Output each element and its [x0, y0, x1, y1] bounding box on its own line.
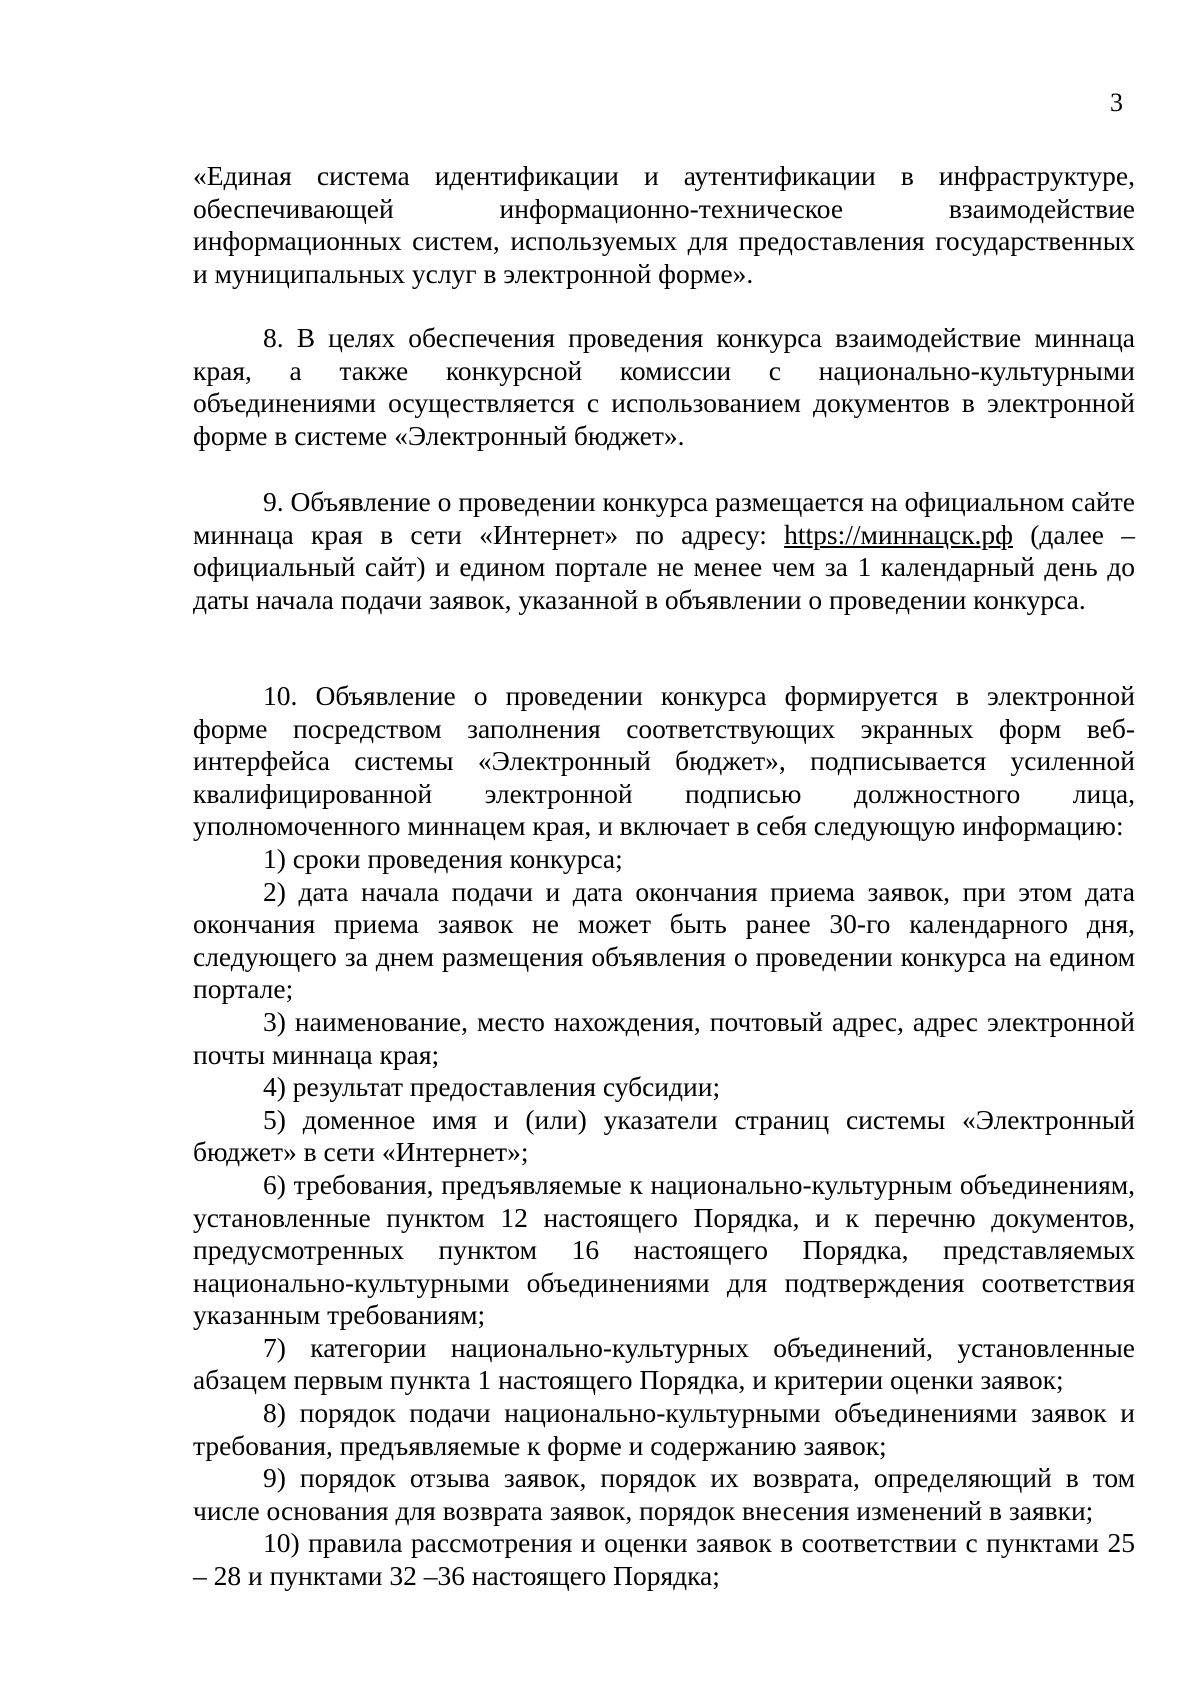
paragraph-8-block [193, 322, 1135, 452]
list-item: 9) порядок отзыва заявок, порядок их возврата, определяющий в том числе основания для возврата заявок, порядок внесения изменений в заявки; [193, 1462, 1135, 1526]
intro-paragraph-block [193, 160, 1135, 290]
list-item: 6) требования, предъявляемые к национально-культурным объединениям, установленные пунктом 12 настоящего Порядка, и к перечню документов, предусмотренных пунктом 16 настоящего Порядка, представляемых национально-культурными объединениями для подтверждения соответствия указанным требованиям; [193, 1168, 1135, 1331]
list-item: 5) доменное имя и (или) указатели страниц системы «Электронный бюджет» в сети «Интернет»; [193, 1103, 1135, 1168]
official-site-link[interactable]: https://миннацск.рф [784, 518, 1013, 550]
paragraph-9-text-before: 9. Объявление о проведении конкурса размещается на официальном сайте миннаца края в сети «Интернет» по адресу: [193, 486, 1135, 550]
list-item: 2) дата начала подачи и дата окончания приема заявок, при этом дата окончания приема заявок не может быть ранее 30-го календарного дня, следующего за днем размещения объявления о проведении конкурса на едином портале; [193, 875, 1135, 1005]
page-number: 3 [1110, 88, 1123, 117]
list-item: 10) правила рассмотрения и оценки заявок в соответствии с пунктами 25 – 28 и пунктами 32 –36 настоящего Порядка; [193, 1527, 1135, 1592]
list-item: 1) сроки проведения конкурса; [263, 842, 623, 874]
paragraph-9-block [193, 486, 1135, 616]
paragraph-10-lead: 10. Объявление о проведении конкурса формируется в электронной форме посредством заполнения соответствующих экранных форм веб-интерфейса системы «Электронный бюджет», подписывается усиленной квалифицированной электронной подписью должностного лица, уполномоченного миннацем края, и включает в себя следующую информацию: [193, 680, 1135, 842]
paragraph-10-block [193, 680, 1135, 1593]
intro-paragraph: «Единая система идентификации и аутентификации в инфраструктуре, обеспечивающей информационно-техническое взаимодействие информационных систем, используемых для предоставления государственных и муниципальных услуг в электронной форме». [193, 160, 1135, 289]
paragraph-9-text-after: (далее – официальный сайт) и едином портале не менее чем за 1 календарный день до даты начала подачи заявок, указанной в объявлении о проведении конкурса. [193, 518, 1136, 615]
list-item: 3) наименование, место нахождения, почтовый адрес, адрес электронной почты миннаца края; [193, 1005, 1135, 1070]
list-item: 8) порядок подачи национально-культурными объединениями заявок и требования, предъявляемые к форме и содержанию заявок; [193, 1397, 1135, 1461]
paragraph-8: 8. В целях обеспечения проведения конкурса взаимодействие миннаца края, а также конкурсной комиссии с национально-культурными объединениями осуществляется с использованием документов в электронной форме в системе «Электронный бюджет». [193, 322, 1135, 451]
paragraph-9 [193, 486, 1135, 616]
list-item: 4) результат предоставления субсидии; [263, 1071, 721, 1103]
list-item: 7) категории национально-культурных объединений, установленные абзацем первым пункта 1 настоящего Порядка, и критерии оценки заявок; [193, 1331, 1135, 1396]
